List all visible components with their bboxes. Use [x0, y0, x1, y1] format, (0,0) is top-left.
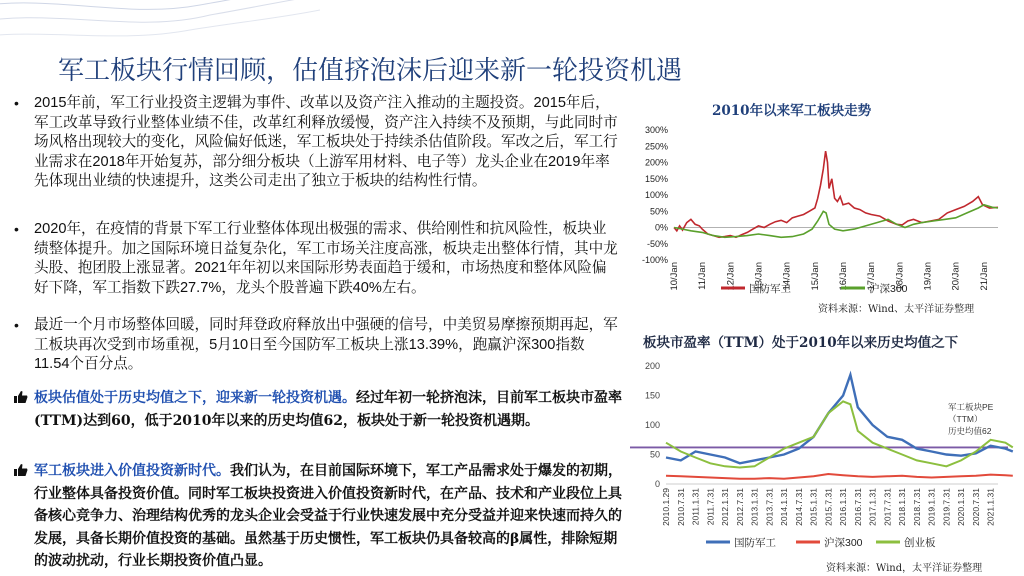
- y-tick-label: 250%: [644, 141, 668, 152]
- x-tick-label: 2011.1.31: [690, 488, 701, 526]
- y-tick-label: 100: [644, 420, 660, 430]
- y-tick-label: 200%: [644, 157, 668, 168]
- x-tick-label: 10/Jan: [669, 262, 680, 291]
- thumbs-up-icon: [14, 391, 28, 403]
- x-tick-label: 2016.1.31: [838, 488, 849, 526]
- x-tick-label: 2017.7.31: [882, 488, 893, 526]
- bullet-text: 2015年前，军工行业投资主逻辑为事件、改革以及资产注入推动的主题投资。2015年后，军工改革导致行业整体业绩不佳，改革红利释放缓慢，资产注入持续不及预期，与此同时市场风格出现较大的变化，风险偏好低迷，军工板块处于持续杀估值阶段。军改之后，军工行业需求在2018年开始复苏，部分细分板块（上游军用材料、电子等）龙头企业在2019年率先体现出业绩的快速提升，这类公司走出了独立于板块的结构性行情。: [34, 95, 618, 189]
- y-tick-label: 200: [644, 361, 660, 371]
- x-tick-label: 2020.1.31: [956, 488, 967, 526]
- bullet-dot-icon: •: [14, 221, 19, 237]
- x-tick-label: 2020.7.31: [970, 488, 981, 526]
- x-tick-label: 2012.7.31: [734, 488, 745, 526]
- x-tick-label: 2014.1.31: [779, 488, 790, 526]
- highlight-body: 我们认为，在目前国际环境下，军工产品需求处于爆发的初期，行业整体具备投资价值。同时军工板块投资进入价值投资新时代，在产品、技术和产业段位上具备核心竞争力、治理结构优秀的龙头企业会受益于行业快速发展中充分受益并迎来快速而持久的发展，具备长期价值投资的基础。虽然基于历史惯性，军工板块仍具备较高的β属性，排除短期的波动扰动，行业长期投资价值凸显。: [34, 463, 622, 569]
- bullet-paragraph-2: [14, 220, 618, 298]
- y-tick-label: 100%: [644, 190, 668, 200]
- y-tick-label: 0: [654, 479, 660, 489]
- highlight-paragraph-2: [14, 460, 626, 573]
- x-tick-label: 14/Jan: [781, 262, 793, 291]
- x-tick-label: 2019.7.31: [941, 488, 952, 526]
- y-tick-label: 150%: [644, 173, 668, 184]
- x-tick-label: 2013.7.31: [764, 488, 775, 526]
- y-tick-label: 150: [644, 390, 660, 401]
- pe-chart: [626, 354, 1016, 556]
- x-tick-label: 17/Jan: [866, 262, 878, 291]
- legend-label-2: 沪深300: [869, 283, 908, 295]
- x-tick-label: 11/Jan: [697, 262, 709, 290]
- y-tick-label: -100%: [641, 255, 668, 265]
- trend-chart: [626, 118, 1016, 304]
- x-tick-label: 19/Jan: [922, 262, 934, 291]
- bullet-dot-icon: •: [14, 95, 19, 111]
- thumbs-up-icon: [14, 464, 28, 476]
- bullet-text: 2020年，在疫情的背景下军工行业整体体现出极强的需求、供给刚性和抗风险性，板块业绩整体提升。加之国际环境日益复杂化，军工市场关注度高涨，板块走出整体行情，其中龙头股、抱团股上涨显著。2021年年初以来国际形势表面趋于缓和，市场热度和整体风险偏好下降，军工指数下跌27.7%，龙头个股普遍下跌40%左右。: [34, 221, 618, 296]
- page-title: 军工板块行情回顾，估值挤泡沫后迎来新一轮投资机遇: [58, 56, 683, 86]
- y-tick-label: 50%: [649, 206, 668, 217]
- x-tick-label: 2011.7.31: [705, 488, 716, 526]
- x-tick-label: 2017.1.31: [867, 488, 878, 526]
- chart-title-trend: 2010年以来军工板块走势: [712, 103, 872, 119]
- y-tick-label: 0%: [654, 222, 668, 233]
- x-tick-label: 2014.7.31: [793, 488, 804, 526]
- x-tick-label: 18/Jan: [894, 262, 906, 291]
- bullet-text: 最近一个月市场整体回暖，同时拜登政府释放出中强硬的信号，中美贸易摩擦预期再起，军工板块再次受到市场重视，5月10日至今国防军工板块上涨13.39%，跑赢沪深300指数11.54个百分点。: [34, 317, 618, 372]
- legend-label-1: 国防军工: [734, 537, 776, 549]
- x-tick-label: 20/Jan: [950, 262, 962, 291]
- x-tick-label: 21/Jan: [978, 262, 990, 291]
- y-tick-label: -50%: [646, 238, 668, 249]
- chart-source-trend: 资料来源：Wind、太平洋证券整理: [818, 304, 975, 315]
- x-tick-label: 2015.7.31: [823, 488, 834, 526]
- mean-annotation-line: （TTM）: [948, 414, 983, 424]
- x-tick-label: 2012.1.31: [720, 488, 731, 526]
- x-tick-label: 2010.7.31: [675, 488, 686, 526]
- mean-annotation-line: 军工板块PE: [948, 402, 994, 412]
- bullet-paragraph-3: [14, 316, 618, 375]
- x-tick-label: 13/Jan: [753, 262, 765, 291]
- x-tick-label: 2010.1.29: [661, 488, 671, 526]
- legend-label-1: 国防军工: [749, 283, 791, 295]
- x-tick-label: 2018.1.31: [897, 488, 908, 526]
- y-tick-label: 300%: [644, 125, 668, 135]
- x-tick-label: 2016.7.31: [852, 488, 863, 526]
- legend-label-2: 沪深300: [824, 537, 863, 549]
- bullet-paragraph-1: [14, 94, 618, 192]
- series-line-2: [674, 205, 998, 238]
- bullet-dot-icon: •: [14, 317, 19, 333]
- x-tick-label: 2021.1.31: [985, 488, 996, 526]
- x-tick-label: 2019.1.31: [926, 488, 937, 526]
- x-tick-label: 16/Jan: [838, 262, 850, 291]
- chart-source-pe: 资料来源：Wind，太平洋证券整理: [826, 563, 983, 574]
- x-tick-label: 2013.1.31: [749, 488, 760, 526]
- chart-title-pe: 板块市盈率（TTM）处于2010年以来历史均值之下: [643, 335, 959, 351]
- y-tick-label: 50: [649, 449, 660, 460]
- x-tick-label: 2015.1.31: [808, 488, 819, 526]
- highlight-lead: 军工板块进入价值投资新时代。: [34, 463, 230, 479]
- highlight-paragraph-1: [14, 387, 626, 432]
- highlight-lead: 板块估值处于历史均值之下，迎来新一轮投资机遇。: [34, 390, 356, 406]
- x-tick-label: 2018.7.31: [911, 488, 922, 526]
- x-tick-label: 15/Jan: [809, 262, 821, 291]
- x-tick-label: 12/Jan: [725, 262, 737, 291]
- mean-annotation-line: 历史均值62: [948, 426, 992, 436]
- series-line-2: [666, 474, 1013, 479]
- series-line-1: [674, 151, 998, 237]
- highlight-body: 经过年初一轮挤泡沫，目前军工板块市盈率(TTM)达到60，低于2010年以来的历史均值62，板块处于新一轮投资机遇期。: [34, 390, 622, 429]
- legend-label-3: 创业板: [904, 537, 936, 549]
